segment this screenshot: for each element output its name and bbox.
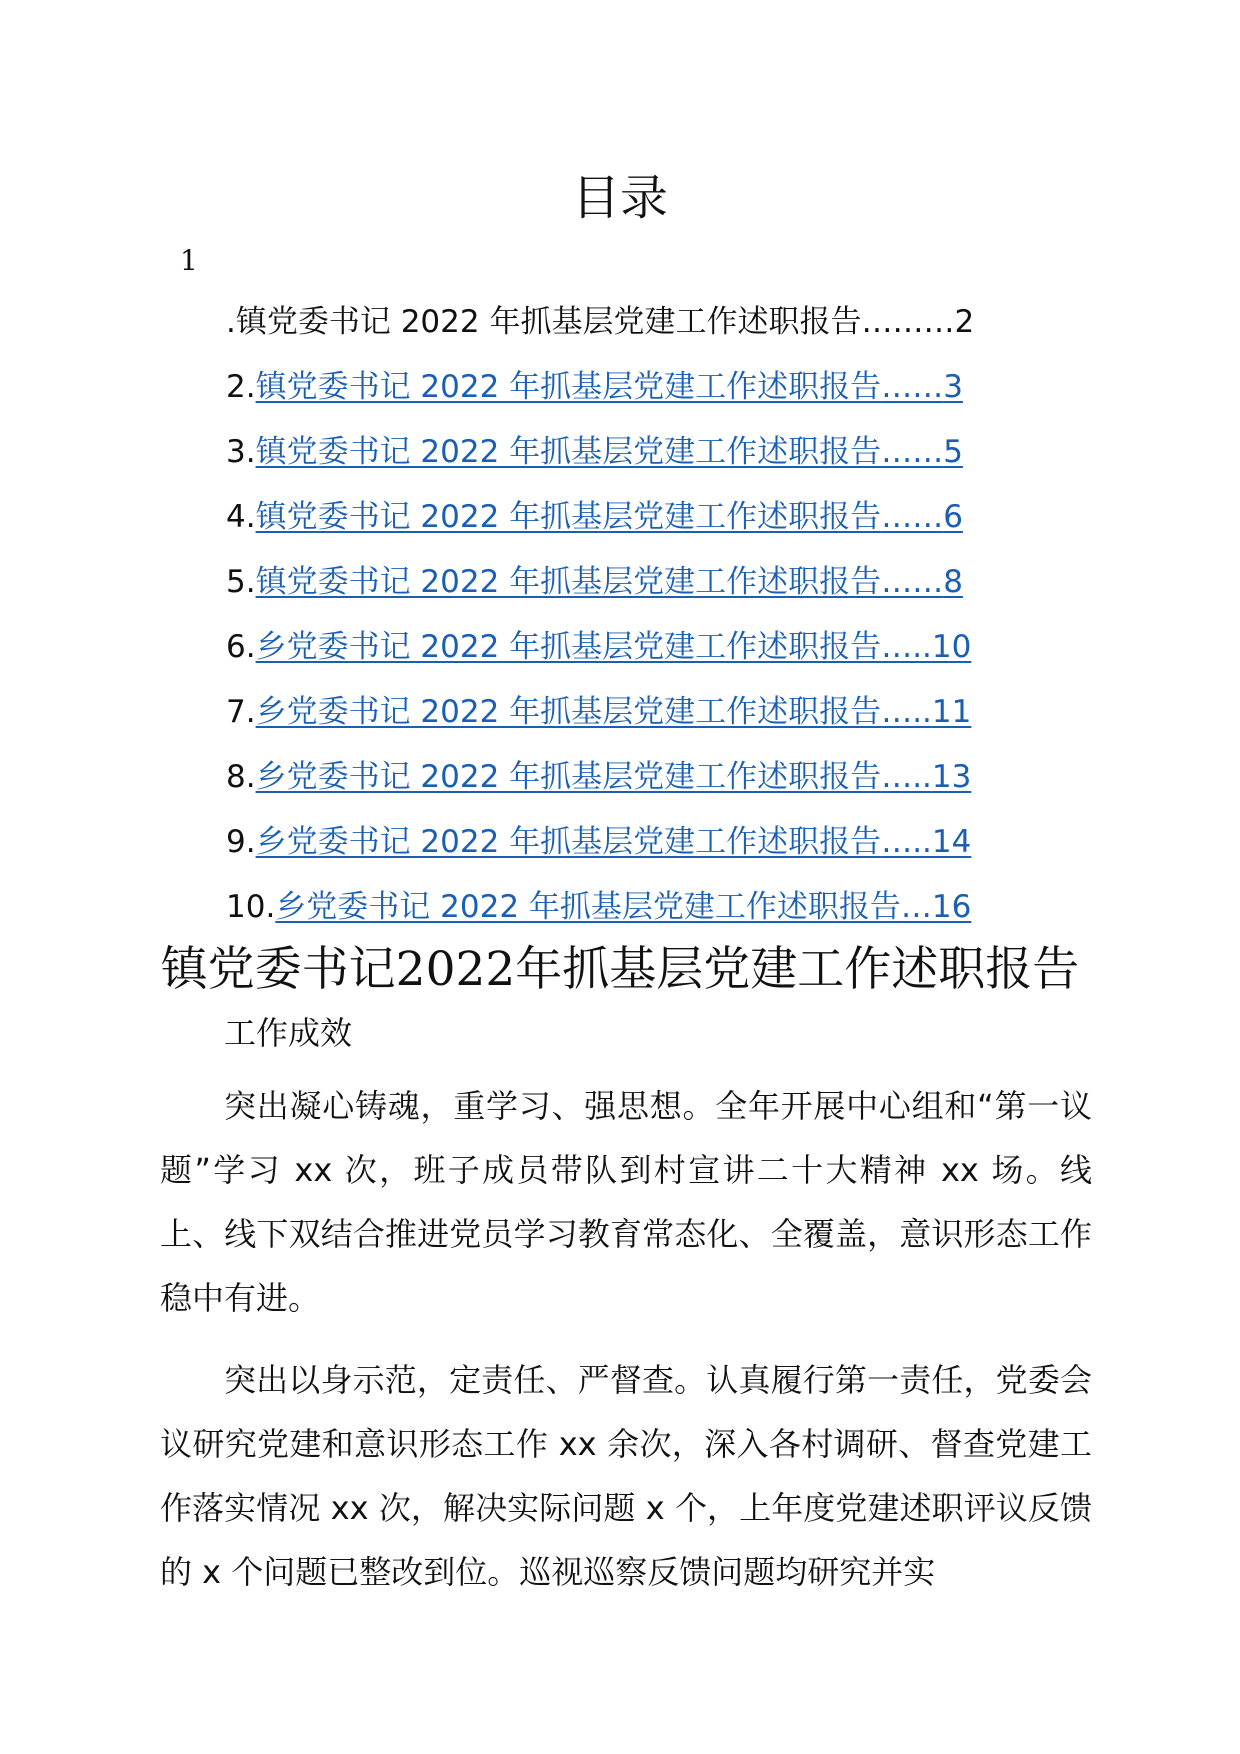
- toc-entry-number: 2.: [226, 369, 256, 405]
- toc-entry-8[interactable]: [226, 757, 1026, 822]
- toc-entry-number: 8.: [226, 759, 256, 795]
- section-heading: 工作成效: [224, 1014, 353, 1052]
- toc-title: 目录: [571, 170, 668, 226]
- toc-entry-number: 7.: [226, 694, 256, 730]
- toc-entry-link[interactable]: 乡党委书记 2022 年抓基层党建工作述职报告…..10: [255, 629, 972, 665]
- toc-marker: 1: [180, 244, 198, 277]
- toc-entry-7[interactable]: [226, 692, 1026, 757]
- body-paragraph-1: 突出凝心铸魂，重学习、强思想。全年开展中心组和“第一议题”学习 xx 次，班子成员带队到村宣讲二十大精神 xx 场。线上、线下双结合推进党员学习教育常态化、全覆盖，意识形态工作稳中有进。: [160, 1087, 1092, 1317]
- toc-entry-link[interactable]: 乡党委书记 2022 年抓基层党建工作述职报告…..11: [255, 694, 972, 730]
- document-body: [160, 1010, 1092, 1622]
- toc-entry-number: 5.: [226, 564, 256, 600]
- toc-entry-9[interactable]: [226, 822, 1026, 887]
- document-title: 镇党委书记2022年抓基层党建工作述职报告: [160, 942, 1080, 997]
- toc-entry-number: 3.: [226, 434, 256, 470]
- body-paragraph-2: 突出以身示范，定责任、严督查。认真履行第一责任，党委会议研究党建和意识形态工作 xx 余次，深入各村调研、督查党建工作落实情况 xx 次，解决实际问题 x 个，上年度党建述职评议反馈的 x 个问题已整改到位。巡视巡察反馈问题均研究并实: [160, 1361, 1092, 1591]
- toc-entry-5[interactable]: [226, 562, 1026, 627]
- toc-entry-number: 9.: [226, 824, 256, 860]
- toc-entry-link[interactable]: 乡党委书记 2022 年抓基层党建工作述职报告…..13: [255, 759, 972, 795]
- toc-entry-6[interactable]: [226, 627, 1026, 692]
- toc-entry-2[interactable]: [226, 367, 1026, 432]
- toc-entry-1[interactable]: [226, 302, 1026, 367]
- toc-entry-number: 6.: [226, 629, 256, 665]
- toc-entry-link[interactable]: 镇党委书记 2022 年抓基层党建工作述职报告……8: [255, 564, 963, 600]
- toc-entry-link[interactable]: 乡党委书记 2022 年抓基层党建工作述职报告…16: [275, 889, 972, 925]
- toc-entry-dots: ………: [861, 304, 955, 340]
- toc-entry-link[interactable]: 镇党委书记 2022 年抓基层党建工作述职报告……6: [255, 499, 963, 535]
- toc-entry-link[interactable]: 乡党委书记 2022 年抓基层党建工作述职报告…..14: [255, 824, 972, 860]
- toc-entry-number: 4.: [226, 499, 256, 535]
- toc-list: [226, 302, 1026, 952]
- toc-entry-text: .镇党委书记 2022 年抓基层党建工作述职报告: [226, 304, 862, 340]
- toc-entry-number: 10.: [226, 889, 276, 925]
- toc-entry-page: 2: [954, 304, 975, 340]
- toc-entry-3[interactable]: [226, 432, 1026, 497]
- toc-entry-link[interactable]: 镇党委书记 2022 年抓基层党建工作述职报告……5: [255, 434, 963, 470]
- toc-entry-4[interactable]: [226, 497, 1026, 562]
- toc-entry-link[interactable]: 镇党委书记 2022 年抓基层党建工作述职报告……3: [255, 369, 963, 405]
